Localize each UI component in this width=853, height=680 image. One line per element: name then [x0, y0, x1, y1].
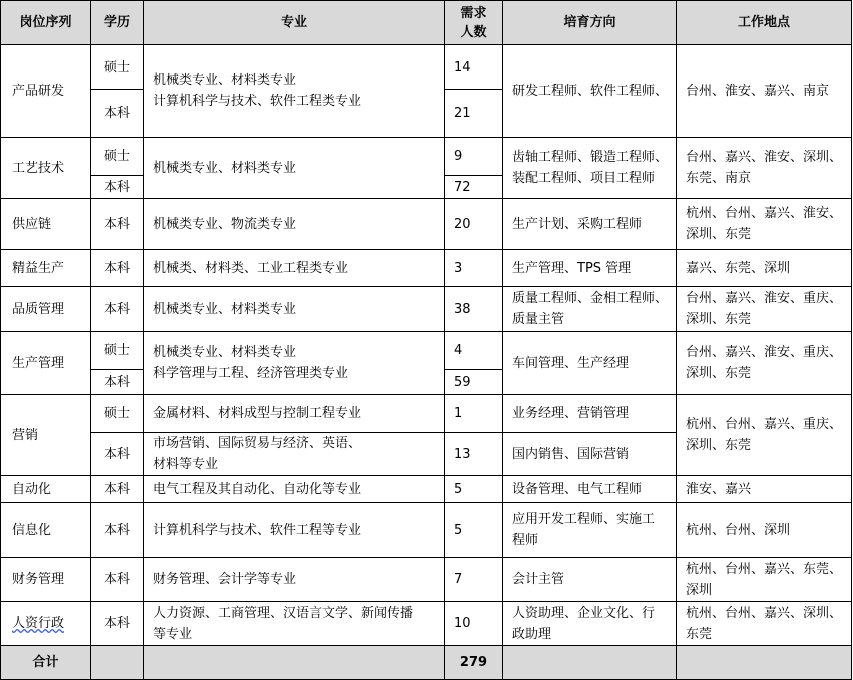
education-cell: 本科 — [103, 301, 130, 317]
education-cell: 本科 — [103, 616, 130, 631]
header-direction: 培育方向 — [563, 15, 616, 30]
major-cell: 计算机科学与技术、软件工程等专业 — [153, 522, 362, 538]
direction-cell: 应用开发工程师、实施工 程师 — [512, 512, 656, 548]
location-cell: 嘉兴、东莞、深圳 — [686, 260, 791, 276]
position-cell: 产品研发 — [12, 83, 65, 99]
count-cell: 7 — [454, 572, 463, 587]
position-cell: 精益生产 — [12, 260, 65, 276]
count-cell: 20 — [454, 216, 471, 232]
major-cell: 机械类、材料类、工业工程类专业 — [153, 260, 349, 276]
location-cell: 杭州、台州、嘉兴、深圳、 东莞 — [686, 605, 843, 642]
education-cell: 硕士 — [103, 59, 130, 75]
education-cell: 硕士 — [103, 149, 130, 164]
major-cell: 财务管理、会计学等专业 — [153, 572, 297, 587]
major-cell: 电气工程及其自动化、自动化等专业 — [153, 481, 362, 497]
count-cell: 38 — [454, 301, 471, 317]
location-cell: 杭州、台州、嘉兴、东莞、 深圳 — [686, 561, 843, 598]
total-row-shading — [1, 645, 851, 679]
count-cell: 1 — [454, 406, 463, 421]
location-cell: 台州、淮安、嘉兴、南京 — [686, 83, 830, 99]
position-cell: 信息化 — [12, 522, 52, 538]
direction-cell: 设备管理、电气工程师 — [512, 481, 643, 497]
count-cell: 5 — [454, 481, 463, 497]
education-cell: 本科 — [103, 216, 130, 232]
location-cell: 台州、嘉兴、淮安、深圳、 东莞、南京 — [686, 150, 843, 186]
location-cell: 杭州、台州、嘉兴、重庆、 深圳、东莞 — [686, 417, 843, 453]
direction-cell: 生产计划、采购工程师 — [512, 216, 643, 232]
header-demand-count: 需求 人数 — [460, 5, 487, 40]
direction-cell: 国内销售、国际营销 — [512, 446, 630, 462]
position-cell: 自动化 — [12, 481, 52, 497]
count-cell: 10 — [454, 616, 471, 631]
header-education: 学历 — [103, 15, 130, 30]
count-cell: 14 — [454, 59, 471, 75]
position-cell: 供应链 — [12, 216, 52, 232]
location-cell: 杭州、台州、深圳 — [686, 522, 791, 538]
position-cell: 品质管理 — [12, 301, 65, 317]
education-cell: 本科 — [103, 179, 130, 195]
location-cell: 台州、嘉兴、淮安、重庆、 深圳、东莞 — [686, 345, 843, 381]
education-cell: 本科 — [103, 260, 130, 276]
count-cell: 59 — [454, 374, 471, 390]
major-cell: 市场营销、国际贸易与经济、英语、 材料等专业 — [153, 436, 362, 472]
education-cell: 本科 — [103, 374, 130, 390]
major-cell: 金属材料、材料成型与控制工程专业 — [153, 406, 362, 421]
direction-cell: 质量工程师、金相工程师、 质量主管 — [512, 291, 669, 327]
education-cell: 硕士 — [103, 406, 130, 421]
direction-cell: 研发工程师、软件工程师、 — [512, 83, 669, 99]
position-cell: 财务管理 — [12, 572, 65, 587]
header-position-seq: 岗位序列 — [19, 15, 72, 30]
count-cell: 4 — [454, 343, 463, 358]
count-cell: 21 — [454, 106, 471, 121]
direction-cell: 生产管理、TPS 管理 — [512, 260, 632, 276]
direction-cell: 车间管理、生产经理 — [512, 355, 630, 371]
location-cell: 淮安、嘉兴 — [686, 481, 752, 497]
major-cell: 机械类专业、材料类专业 计算机科学与技术、软件工程类专业 — [153, 73, 362, 109]
position-cell: 人资行政 — [12, 616, 65, 631]
header-location: 工作地点 — [737, 15, 790, 30]
major-cell: 人力资源、工商管理、汉语言文学、新闻传播 等专业 — [153, 605, 414, 642]
grid-line — [0, 645, 852, 646]
education-cell: 本科 — [103, 106, 130, 121]
education-cell: 本科 — [103, 572, 130, 587]
education-cell: 本科 — [103, 446, 130, 462]
total-count: 279 — [459, 655, 488, 670]
count-cell: 9 — [454, 149, 463, 164]
direction-cell: 人资助理、企业文化、行 政助理 — [512, 605, 656, 642]
count-cell: 13 — [454, 446, 471, 462]
position-cell: 工艺技术 — [12, 160, 65, 176]
location-cell: 台州、嘉兴、淮安、重庆、 深圳、东莞 — [686, 291, 843, 327]
total-label: 合计 — [32, 655, 59, 670]
direction-cell: 业务经理、营销管理 — [512, 406, 630, 421]
position-cell: 生产管理 — [12, 355, 65, 371]
direction-cell: 齿轴工程师、锻造工程师、 装配工程师、项目工程师 — [512, 150, 669, 186]
position-cell: 营销 — [12, 427, 39, 443]
major-cell: 机械类专业、材料类专业 — [153, 301, 297, 317]
grid-line — [851, 0, 852, 680]
education-cell: 本科 — [103, 481, 130, 497]
direction-cell: 会计主管 — [512, 572, 565, 587]
education-cell: 本科 — [103, 522, 130, 538]
major-cell: 机械类专业、材料类专业 — [153, 160, 297, 176]
major-cell: 机械类专业、材料类专业 科学管理与工程、经济管理类专业 — [153, 345, 349, 381]
count-cell: 5 — [454, 522, 463, 538]
location-cell: 杭州、台州、嘉兴、淮安、 深圳、东莞 — [686, 206, 843, 242]
header-major: 专业 — [280, 15, 307, 30]
education-cell: 硕士 — [103, 343, 130, 358]
count-cell: 72 — [454, 179, 471, 195]
major-cell: 机械类专业、物流类专业 — [153, 216, 297, 232]
count-cell: 3 — [454, 260, 463, 276]
